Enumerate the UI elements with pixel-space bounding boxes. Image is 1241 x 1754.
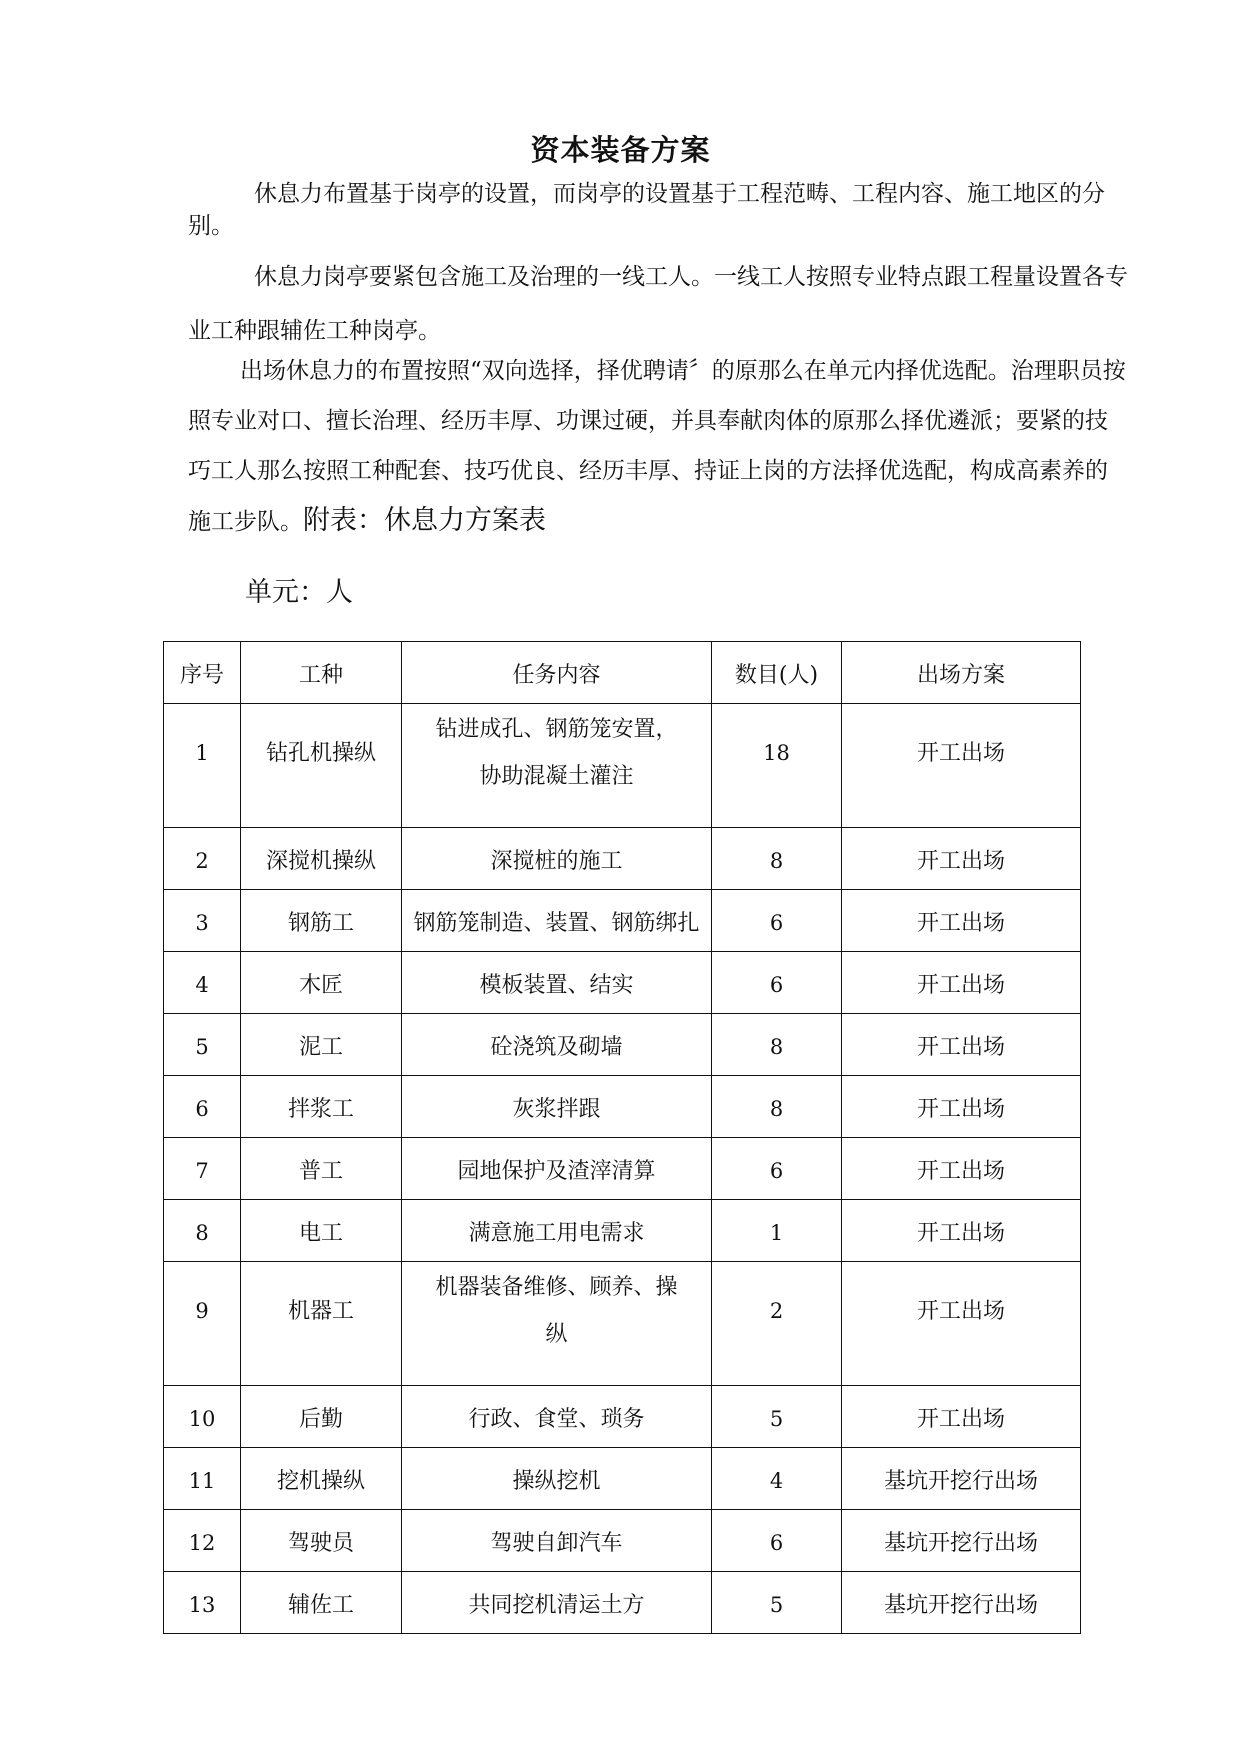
row-no: 13 bbox=[164, 1572, 241, 1634]
row-count: 6 bbox=[712, 890, 842, 952]
row-task: 砼浇筑及砌墙 bbox=[402, 1014, 712, 1076]
unit-label: 单元：人 bbox=[245, 577, 353, 608]
row-no: 10 bbox=[164, 1386, 241, 1448]
row-count: 6 bbox=[712, 1510, 842, 1572]
table-row bbox=[164, 1572, 1081, 1634]
row-plan: 基坑开挖行出场 bbox=[842, 1448, 1081, 1510]
table-row bbox=[164, 1386, 1081, 1448]
row-trade: 驾驶员 bbox=[241, 1510, 402, 1572]
table-row bbox=[164, 1076, 1081, 1138]
paragraph-3 bbox=[188, 346, 1128, 547]
paragraph-3-body: 出场休息力的布置按照“双向选择，择优聘请〞的原那么在单元内择优选配。治理职员按照专业对口、擅长治理、经历丰厚、功课过硬，并具奉献肉体的原那么择优遴派；要紧的技巧工人那么按照工种配套、技巧优良、经历丰厚、持证上岗的方法择优选配，构成高素养的施工步队。 bbox=[188, 358, 1126, 535]
row-trade: 挖机操纵 bbox=[241, 1448, 402, 1510]
row-task: 模板装置、结实 bbox=[402, 952, 712, 1014]
row-count: 5 bbox=[712, 1386, 842, 1448]
row-task: 行政、食堂、琐务 bbox=[402, 1386, 712, 1448]
row-no: 6 bbox=[164, 1076, 241, 1138]
row-no: 12 bbox=[164, 1510, 241, 1572]
row-plan: 基坑开挖行出场 bbox=[842, 1510, 1081, 1572]
row-count: 1 bbox=[712, 1200, 842, 1262]
row-plan: 开工出场 bbox=[842, 1262, 1081, 1386]
header-trade: 工种 bbox=[241, 642, 402, 704]
row-no: 11 bbox=[164, 1448, 241, 1510]
row-count: 6 bbox=[712, 1138, 842, 1200]
row-plan: 开工出场 bbox=[842, 828, 1081, 890]
table-row bbox=[164, 890, 1081, 952]
table-row bbox=[164, 1262, 1081, 1386]
row-no: 8 bbox=[164, 1200, 241, 1262]
row-plan: 基坑开挖行出场 bbox=[842, 1572, 1081, 1634]
row-trade: 木匠 bbox=[241, 952, 402, 1014]
row-plan: 开工出场 bbox=[842, 1138, 1081, 1200]
row-trade: 电工 bbox=[241, 1200, 402, 1262]
row-task-line-1: 钻进成孔、钢筋笼安置， bbox=[435, 717, 678, 742]
row-plan: 开工出场 bbox=[842, 952, 1081, 1014]
table-row bbox=[164, 704, 1081, 828]
row-task: 满意施工用电需求 bbox=[402, 1200, 712, 1262]
row-plan: 开工出场 bbox=[842, 1014, 1081, 1076]
row-plan: 开工出场 bbox=[842, 1386, 1081, 1448]
row-trade: 普工 bbox=[241, 1138, 402, 1200]
row-no: 2 bbox=[164, 828, 241, 890]
row-count: 4 bbox=[712, 1448, 842, 1510]
row-task-line-1: 机器装备维修、顾养、操 bbox=[435, 1275, 678, 1300]
table-header-row bbox=[164, 642, 1081, 704]
row-count: 8 bbox=[712, 1076, 842, 1138]
table-row bbox=[164, 1200, 1081, 1262]
row-trade: 后勤 bbox=[241, 1386, 402, 1448]
row-trade: 机器工 bbox=[241, 1262, 402, 1386]
row-task: 驾驶自卸汽车 bbox=[402, 1510, 712, 1572]
paragraph-1: 休息力布置基于岗亭的设置，而岗亭的设置基于工程范畴、工程内容、施工地区的分别。 bbox=[188, 181, 1105, 239]
header-plan: 出场方案 bbox=[842, 642, 1081, 704]
row-task: 共同挖机清运土方 bbox=[402, 1572, 712, 1634]
row-task: 操纵挖机 bbox=[402, 1448, 712, 1510]
row-trade: 深搅机操纵 bbox=[241, 828, 402, 890]
row-task: 灰浆拌跟 bbox=[402, 1076, 712, 1138]
row-task: 钢筋笼制造、装置、钢筋绑扎 bbox=[402, 890, 712, 952]
row-plan: 开工出场 bbox=[842, 1076, 1081, 1138]
row-plan: 开工出场 bbox=[842, 1200, 1081, 1262]
row-plan: 开工出场 bbox=[842, 890, 1081, 952]
row-count: 6 bbox=[712, 952, 842, 1014]
row-plan: 开工出场 bbox=[842, 704, 1081, 828]
row-no: 9 bbox=[164, 1262, 241, 1386]
table-row bbox=[164, 1014, 1081, 1076]
row-task bbox=[402, 704, 712, 828]
row-task: 园地保护及渣滓清算 bbox=[402, 1138, 712, 1200]
row-no: 4 bbox=[164, 952, 241, 1014]
row-count: 5 bbox=[712, 1572, 842, 1634]
labor-plan-table bbox=[163, 641, 1081, 1634]
row-no: 1 bbox=[164, 704, 241, 828]
row-no: 7 bbox=[164, 1138, 241, 1200]
header-no: 序号 bbox=[164, 642, 241, 704]
row-task-line-2: 协助混凝土灌注 bbox=[479, 764, 634, 789]
row-task-line-2: 纵 bbox=[545, 1322, 568, 1347]
table-row bbox=[164, 1510, 1081, 1572]
row-trade: 拌浆工 bbox=[241, 1076, 402, 1138]
header-task: 任务内容 bbox=[402, 642, 712, 704]
table-row bbox=[164, 828, 1081, 890]
row-count: 8 bbox=[712, 828, 842, 890]
row-no: 3 bbox=[164, 890, 241, 952]
row-count: 8 bbox=[712, 1014, 842, 1076]
row-count: 2 bbox=[712, 1262, 842, 1386]
row-trade: 泥工 bbox=[241, 1014, 402, 1076]
row-task: 深搅桩的施工 bbox=[402, 828, 712, 890]
appendix-caption: 附表：休息力方案表 bbox=[303, 505, 546, 536]
table-row bbox=[164, 952, 1081, 1014]
row-count: 18 bbox=[712, 704, 842, 828]
table-row bbox=[164, 1138, 1081, 1200]
header-count: 数目(人) bbox=[712, 642, 842, 704]
table-row bbox=[164, 1448, 1081, 1510]
row-trade: 钻孔机操纵 bbox=[241, 704, 402, 828]
row-no: 5 bbox=[164, 1014, 241, 1076]
paragraph-2: 休息力岗亭要紧包含施工及治理的一线工人。一线工人按照专业特点跟工程量设置各专业工种跟辅佐工种岗亭。 bbox=[188, 264, 1128, 344]
row-trade: 辅佐工 bbox=[241, 1572, 402, 1634]
row-task bbox=[402, 1262, 712, 1386]
document-title: 资本装备方案 bbox=[530, 133, 711, 167]
row-trade: 钢筋工 bbox=[241, 890, 402, 952]
